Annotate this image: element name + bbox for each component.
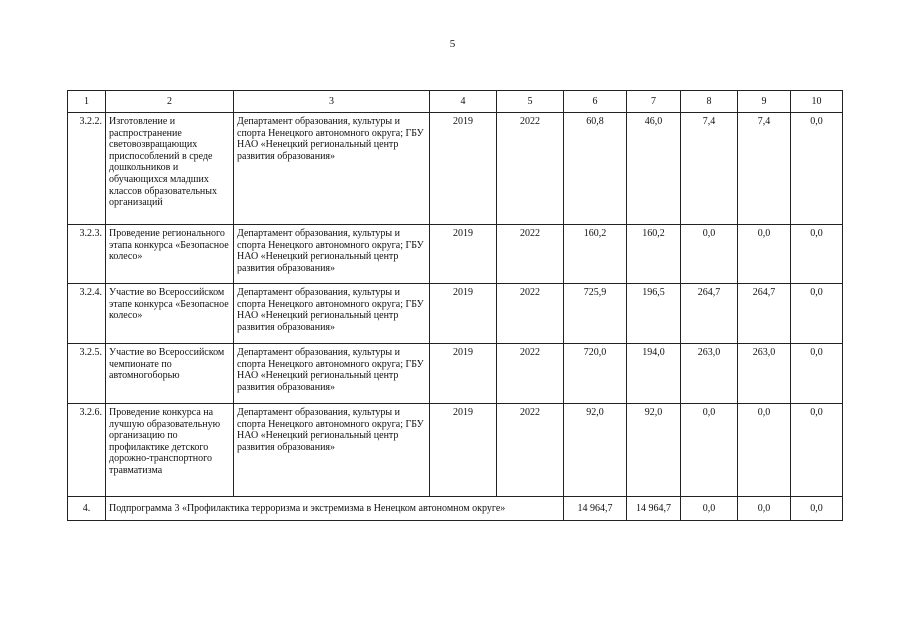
row-number: 3.2.2. bbox=[68, 113, 106, 225]
value-col-8: 0,0 bbox=[681, 225, 738, 284]
summary-row bbox=[68, 497, 843, 521]
column-header: 6 bbox=[564, 91, 627, 113]
row-number: 3.2.5. bbox=[68, 344, 106, 404]
executor: Департамент образования, культуры и спорта Ненецкого автономного округа; ГБУ НАО «Ненецкий региональный центр развития образования» bbox=[234, 344, 430, 404]
value-col-6: 92,0 bbox=[564, 404, 627, 497]
table-row bbox=[68, 225, 843, 284]
table-header-row bbox=[68, 91, 843, 113]
start-year: 2019 bbox=[430, 404, 497, 497]
value-col-8: 263,0 bbox=[681, 344, 738, 404]
value-col-7: 194,0 bbox=[627, 344, 681, 404]
value-col-7: 160,2 bbox=[627, 225, 681, 284]
program-table bbox=[67, 90, 843, 521]
page-number: 5 bbox=[449, 38, 456, 50]
end-year: 2022 bbox=[497, 225, 564, 284]
value-col-7: 92,0 bbox=[627, 404, 681, 497]
value-col-8: 264,7 bbox=[681, 284, 738, 344]
value-col-6: 725,9 bbox=[564, 284, 627, 344]
value-col-9: 263,0 bbox=[738, 344, 791, 404]
end-year: 2022 bbox=[497, 404, 564, 497]
executor: Департамент образования, культуры и спорта Ненецкого автономного округа; ГБУ НАО «Ненецкий региональный центр развития образования» bbox=[234, 113, 430, 225]
row-number: 3.2.3. bbox=[68, 225, 106, 284]
column-header: 8 bbox=[681, 91, 738, 113]
table-row bbox=[68, 284, 843, 344]
column-header: 4 bbox=[430, 91, 497, 113]
value-col-9: 0,0 bbox=[738, 225, 791, 284]
value-col-8: 7,4 bbox=[681, 113, 738, 225]
value-col-7: 14 964,7 bbox=[627, 497, 681, 521]
measure-name: Участие во Всероссийском чемпионате по автомногоборью bbox=[106, 344, 234, 404]
value-col-9: 264,7 bbox=[738, 284, 791, 344]
value-col-8: 0,0 bbox=[681, 404, 738, 497]
end-year: 2022 bbox=[497, 113, 564, 225]
measure-name: Участие во Всероссийском этапе конкурса «Безопасное колесо» bbox=[106, 284, 234, 344]
value-col-10: 0,0 bbox=[791, 225, 843, 284]
column-header: 3 bbox=[234, 91, 430, 113]
measure-name: Изготовление и распространение световозвращающих приспособлений в среде дошкольников и обучающихся младших классов образовательных организаций bbox=[106, 113, 234, 225]
table-row bbox=[68, 113, 843, 225]
subprogram-title: Подпрограмма 3 «Профилактика терроризма и экстремизма в Ненецком автономном округе» bbox=[106, 497, 564, 521]
value-col-9: 7,4 bbox=[738, 113, 791, 225]
value-col-10: 0,0 bbox=[791, 404, 843, 497]
start-year: 2019 bbox=[430, 344, 497, 404]
column-header: 9 bbox=[738, 91, 791, 113]
start-year: 2019 bbox=[430, 225, 497, 284]
table-row bbox=[68, 404, 843, 497]
column-header: 2 bbox=[106, 91, 234, 113]
measure-name: Проведение конкурса на лучшую образовательную организацию по профилактике детского дорожно-транспортного травматизма bbox=[106, 404, 234, 497]
column-header: 1 bbox=[68, 91, 106, 113]
value-col-6: 160,2 bbox=[564, 225, 627, 284]
start-year: 2019 bbox=[430, 113, 497, 225]
executor: Департамент образования, культуры и спорта Ненецкого автономного округа; ГБУ НАО «Ненецкий региональный центр развития образования» bbox=[234, 225, 430, 284]
value-col-6: 60,8 bbox=[564, 113, 627, 225]
value-col-10: 0,0 bbox=[791, 284, 843, 344]
value-col-6: 720,0 bbox=[564, 344, 627, 404]
end-year: 2022 bbox=[497, 344, 564, 404]
start-year: 2019 bbox=[430, 284, 497, 344]
row-number: 3.2.4. bbox=[68, 284, 106, 344]
value-col-7: 46,0 bbox=[627, 113, 681, 225]
row-number: 4. bbox=[68, 497, 106, 521]
column-header: 5 bbox=[497, 91, 564, 113]
executor: Департамент образования, культуры и спорта Ненецкого автономного округа; ГБУ НАО «Ненецкий региональный центр развития образования» bbox=[234, 284, 430, 344]
value-col-10: 0,0 bbox=[791, 497, 843, 521]
value-col-9: 0,0 bbox=[738, 404, 791, 497]
value-col-8: 0,0 bbox=[681, 497, 738, 521]
column-header: 10 bbox=[791, 91, 843, 113]
measure-name: Проведение регионального этапа конкурса «Безопасное колесо» bbox=[106, 225, 234, 284]
value-col-7: 196,5 bbox=[627, 284, 681, 344]
value-col-6: 14 964,7 bbox=[564, 497, 627, 521]
executor: Департамент образования, культуры и спорта Ненецкого автономного округа; ГБУ НАО «Ненецкий региональный центр развития образования» bbox=[234, 404, 430, 497]
value-col-10: 0,0 bbox=[791, 113, 843, 225]
value-col-10: 0,0 bbox=[791, 344, 843, 404]
row-number: 3.2.6. bbox=[68, 404, 106, 497]
table-row bbox=[68, 344, 843, 404]
end-year: 2022 bbox=[497, 284, 564, 344]
value-col-9: 0,0 bbox=[738, 497, 791, 521]
column-header: 7 bbox=[627, 91, 681, 113]
